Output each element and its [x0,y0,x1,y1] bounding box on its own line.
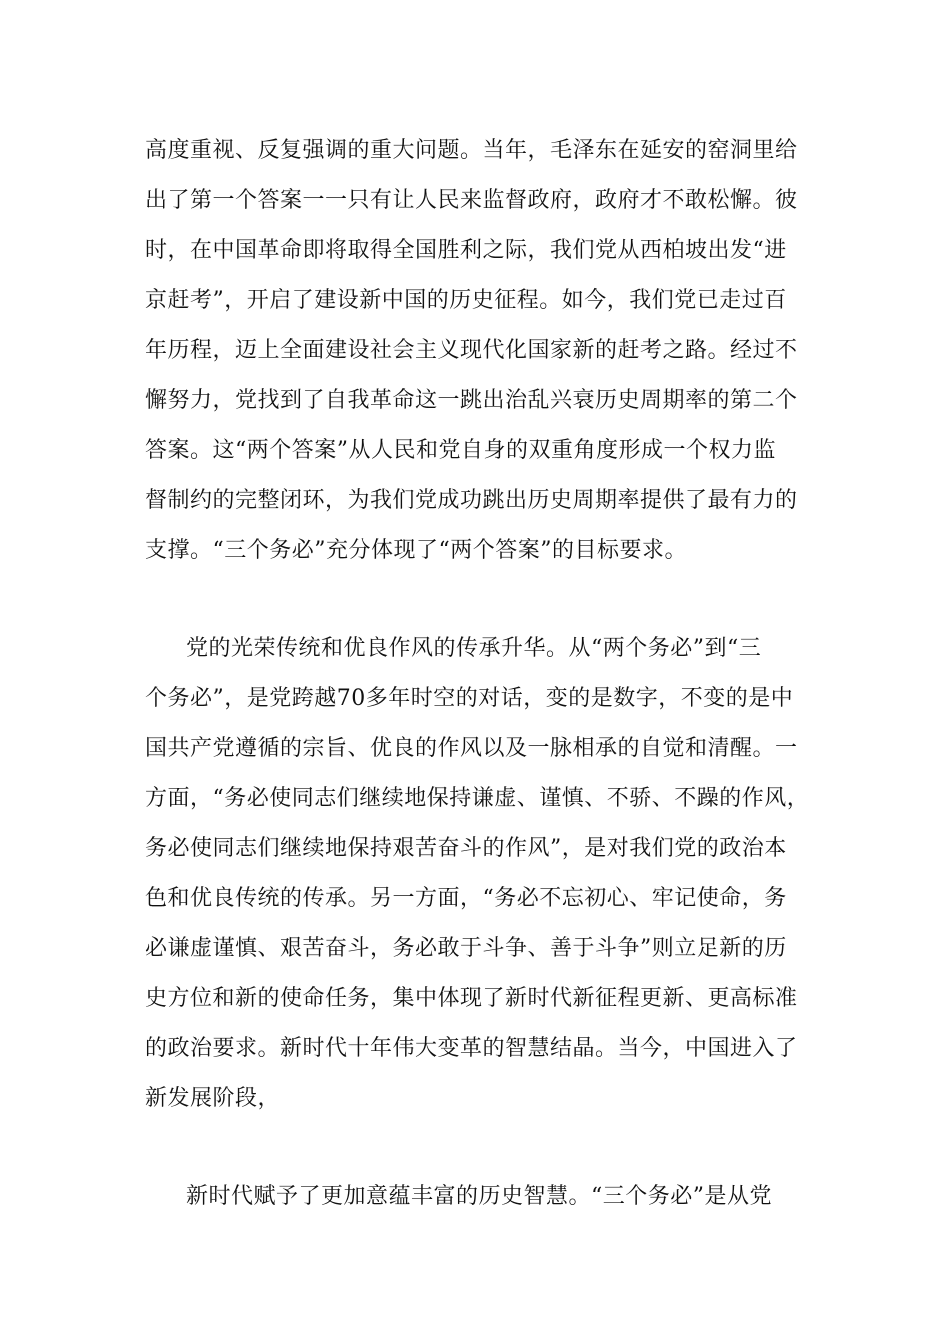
paragraph-line: 京赶考”，开启了建设新中国的历史征程。如今，我们党已走过百 [145,288,787,313]
paragraph-line: 必谦虚谨慎、艰苦奋斗，务必敢于斗争、善于斗争”则立足新的历 [145,936,787,961]
paragraph-line: 个务必”，是党跨越70多年时空的对话，变的是数字，不变的是中 [145,686,794,711]
paragraph-line: 色和优良传统的传承。另一方面，“务必不忘初心、牢记使命，务 [145,886,787,911]
paragraph-line: 答案。这“两个答案”从人民和党自身的双重角度形成一个权力监 [145,438,776,463]
paragraph-line: 史方位和新的使命任务，集中体现了新时代新征程更新、更高标准 [145,986,798,1011]
paragraph-line: 时，在中国革命即将取得全国胜利之际，我们党从西柏坡出发“进 [145,238,787,263]
paragraph-line: 国共产党遵循的宗旨、优良的作风以及一脉相承的自觉和清醒。一 [145,736,798,761]
paragraph-line: 方面，“务必使同志们继续地保持谦虚、谨慎、不骄、不躁的作风， [145,786,810,811]
paragraph-line: 高度重视、反复强调的重大问题。当年，毛泽东在延安的窑洞里给 [145,138,798,163]
paragraph-line: 的政治要求。新时代十年伟大变革的智慧结晶。当今，中国进入了 [145,1036,798,1061]
paragraph-line: 支撑。“三个务必”充分体现了“两个答案”的目标要求。 [145,538,687,563]
paragraph-line: 懈努力，党找到了自我革命这一跳出治乱兴衰历史周期率的第二个 [145,388,798,413]
paragraph-line: 新发展阶段， [145,1086,281,1111]
paragraph-line: 党的光荣传统和优良作风的传承升华。从“两个务必”到“三 [186,636,762,661]
paragraph-line: 督制约的完整闭环，为我们党成功跳出历史周期率提供了最有力的 [145,488,798,513]
paragraph-line: 出了第一个答案一一只有让人民来监督政府，政府才不敢松懈。彼 [145,188,798,213]
paragraph-line: 年历程，迈上全面建设社会主义现代化国家新的赶考之路。经过不 [145,338,798,363]
paragraph-line: 务必使同志们继续地保持艰苦奋斗的作风”，是对我们党的政治本 [145,836,787,861]
paragraph-line: 新时代赋予了更加意蕴丰富的历史智慧。“三个务必”是从党 [186,1184,772,1209]
